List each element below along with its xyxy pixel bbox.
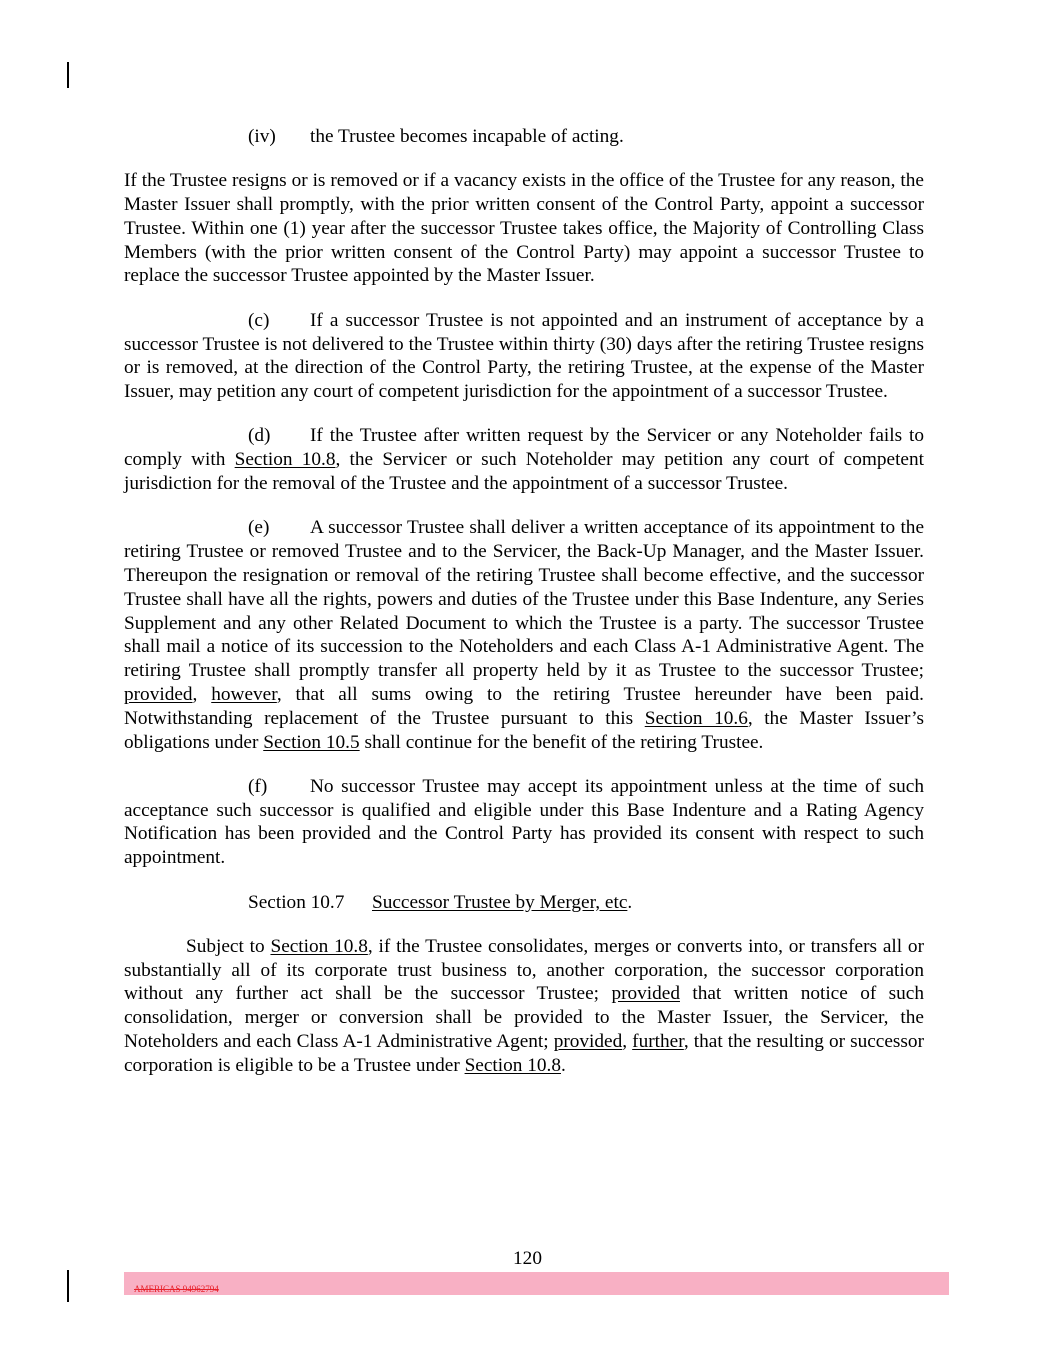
clause-number: (d) [248, 425, 271, 447]
clause-text: , the Master Issuer’s obligations under [124, 707, 924, 753]
provided-term: provided [553, 1031, 623, 1052]
section-heading [124, 891, 924, 915]
clause-text: If the Trustee after written request by the Servicer or any Noteholder fails to comply with [124, 425, 924, 471]
paragraph-text: , if the Trustee consolidates, merges or converts into, or transfers all or substantially all of its corporate trust business to, another corporation, the successor corporation without any further act shall be the successor Trustee; [124, 935, 924, 1005]
clause-d [124, 424, 924, 495]
clause-text: No successor Trustee may accept its appointment unless at the time of such acceptance such successor is qualified and eligible under this Base Indenture and a Rating Agency Notification has been provided and the Control Party has provided its consent with respect to such appointment. [124, 775, 924, 869]
footer-highlight [124, 1272, 949, 1295]
clause-f [124, 775, 924, 870]
section-reference: Section 10.6 [644, 707, 748, 729]
section-reference: Section 10.8 [234, 449, 336, 471]
document-body [124, 125, 924, 1098]
change-bar [67, 62, 69, 88]
provided-term: provided [611, 983, 680, 1005]
paragraph-text: Subject to [186, 935, 271, 957]
clause-number: (f) [248, 775, 268, 797]
clause-text: A successor Trustee shall deliver a written acceptance of its appointment to the retiring Trustee or removed Trustee and to the Servicer, the Back-Up Manager, and the Master Issuer. Thereupon the resignation or removal of the retiring Trustee shall become effective, and the successor Trustee shall have all the rights, powers and duties of the Trustee under this Base Indenture, any Series Supplement and any other Related Document to which the Trustee is a party. The successor Trustee shall mail a notice of its succession to the Noteholders and each Class A-1 Administrative Agent. The retiring Trustee shall promptly transfer all property held by it as Trustee to the successor Trustee; [124, 517, 924, 682]
paragraph-text: that written notice of such consolidation, merger or conversion shall be provided to the Master Issuer, the Servicer, the Noteholders and each Class A-1 Administrative Agent; [124, 983, 924, 1052]
punctuation: . [627, 891, 633, 913]
clause-text: If a successor Trustee is not appointed and an instrument of acceptance by a successor Trustee is not delivered to the Trustee within thirty (30) days after the retiring Trustee resigns or is removed, at the direction of the Control Party, the retiring Trustee, at the expense of the Master Issuer, may petition any court of competent jurisdiction for the appointment of a successor Trustee. [124, 309, 924, 403]
clause-e [124, 516, 924, 754]
clause-number: (e) [248, 517, 270, 539]
further-term: further [632, 1031, 684, 1052]
section-reference: Section 10.5 [263, 731, 360, 753]
section-number: Section 10.7 [248, 891, 345, 913]
document-id: AMERICAS 94962794 [134, 1284, 219, 1294]
change-bar [67, 1270, 69, 1302]
however-term: however [211, 683, 277, 705]
clause-text: , the Servicer or such Noteholder may petition any court of competent jurisdiction for the removal of the Trustee and the appointment of a successor Trustee. [124, 449, 924, 495]
clause-text: , that all sums owing to the retiring Trustee hereunder have been paid. Notwithstanding replacement of the Trustee pursuant to this [124, 683, 924, 729]
section-reference: Section 10.8 [464, 1054, 561, 1076]
paragraph-text: , [622, 1031, 633, 1052]
clause-text: shall continue for the benefit of the retiring Trustee. [359, 731, 764, 753]
clause-text: , [192, 683, 212, 705]
paragraph-text: , that the resulting or successor corporation is eligible to be a Trustee under [124, 1031, 924, 1076]
clause-text: the Trustee becomes incapable of acting. [310, 126, 624, 147]
clause-c [124, 309, 924, 404]
clause-number: (iv) [248, 126, 276, 147]
section-title: Successor Trustee by Merger, etc [372, 891, 628, 913]
paragraph-vacancy: If the Trustee resigns or is removed or if a vacancy exists in the office of the Trustee for any reason, the Master Issuer shall promptly, with the prior written consent of the Control Party, appoint a successor Trustee. Within one (1) year after the successor Trustee takes office, the Majority of Controlling Class Members (with the prior written consent of the Control Party) may appoint a successor Trustee to replace the successor Trustee appointed by the Master Issuer. [124, 170, 924, 287]
page-number: 120 [513, 1248, 542, 1269]
clause-number: (c) [248, 309, 270, 331]
clause-iv [124, 125, 924, 149]
paragraph-text: . [560, 1054, 566, 1076]
section-reference: Section 10.8 [270, 935, 368, 957]
paragraph-merger [124, 935, 924, 1078]
provided-term: provided [124, 683, 193, 705]
